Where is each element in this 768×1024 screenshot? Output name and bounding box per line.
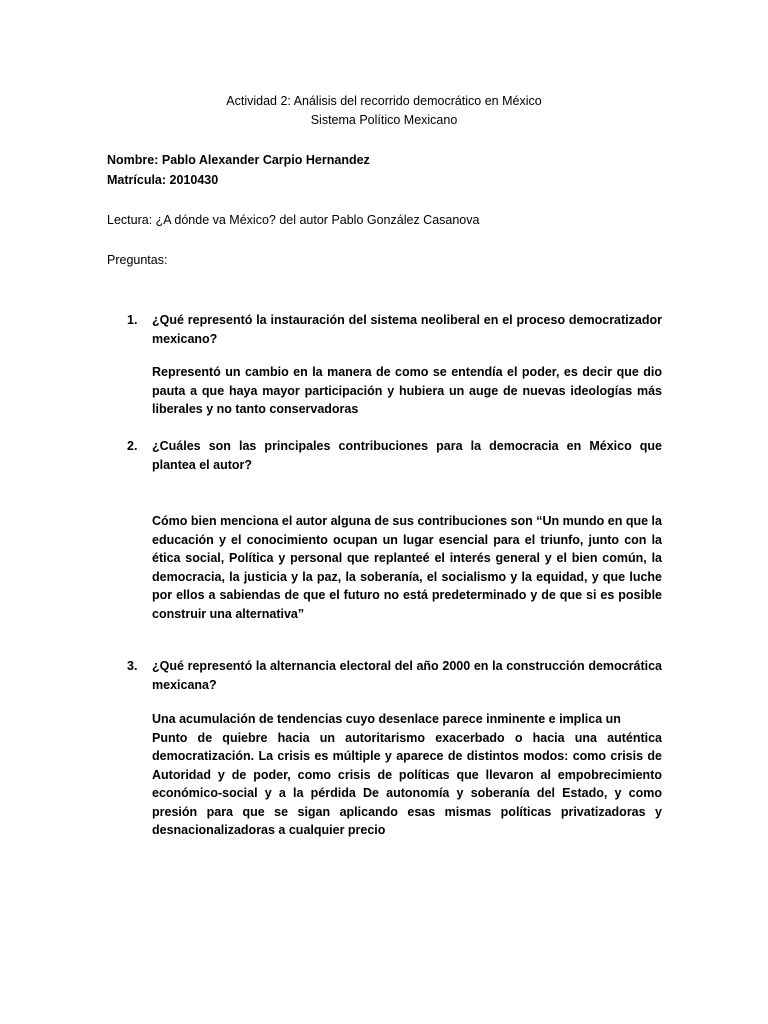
question-number: 2. [127,439,138,453]
document-subtitle: Sistema Político Mexicano [310,113,458,127]
question-text: ¿Cuáles son las principales contribuciones para la democracia en México que plantea el autor? [152,439,662,472]
student-id: Matrícula: 2010430 [107,173,219,187]
answer-text: Representó un cambio en la manera de como se entendía el poder, es decir que dio pauta a que haya mayor participación y hubiera un auge de nuevas ideologías más liberales y no tanto conservadoras [152,365,662,416]
reading-reference: Lectura: ¿A dónde va México? del autor Pablo González Casanova [107,213,480,227]
answer-text: Punto de quiebre hacia un autoritarismo exacerbado o hacia una auténtica democratización. La crisis es múltiple y aparece de distintos modos: como crisis de Autoridad y de poder, como crisis de políticas que llevaron al empobrecimiento económico-social y a la pérdida De autonomía y soberanía del Estado, y como presión para que se sigan aplicando esas mismas políticas privatizadoras y desnacionalizadoras a cualquier precio [152,730,662,837]
question-number: 1. [127,313,138,327]
student-name: Nombre: Pablo Alexander Carpio Hernandez [107,153,370,167]
question-number: 3. [127,659,138,673]
answer-text: Cómo bien menciona el autor alguna de sus contribuciones son “Un mundo en que la educación y el conocimiento ocupan un lugar esencial para el triunfo, junto con la ética social, Política y personal que replanteé el interés general y el bien común, la democracia, la justicia y la paz, la soberanía, el socialismo y la equidad, y que luche por ellos a sabiendas de que el futuro no está predeterminado y de que si es posible construir una alternativa” [152,514,662,621]
question-text: ¿Qué representó la instauración del sistema neoliberal en el proceso democratizador mexicano? [152,313,662,346]
question-text: ¿Qué representó la alternancia electoral del año 2000 en la construcción democrática mexicana? [152,659,662,692]
answer-first-line: Una acumulación de tendencias cuyo desenlace parece inminente e implica un [152,712,621,726]
questions-heading: Preguntas: [107,253,168,267]
document-title: Actividad 2: Análisis del recorrido democrático en México [226,94,542,108]
